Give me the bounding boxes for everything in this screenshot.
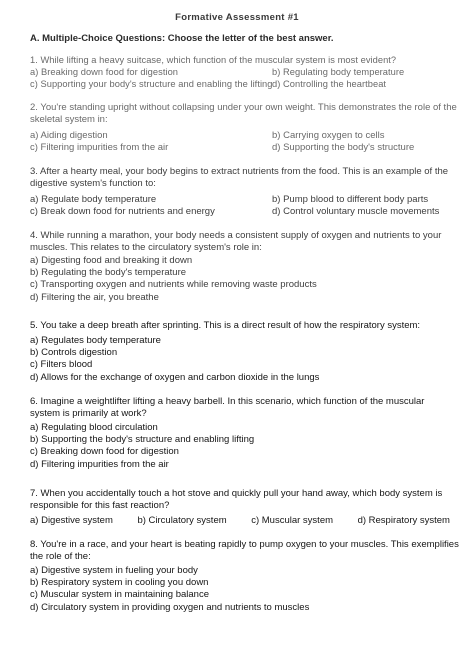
- question-stem-cont: muscles. This relates to the circulatory system's role in:: [30, 242, 262, 253]
- question-stem: 4. While running a marathon, your body needs a consistent supply of oxygen and nutrients to your: [30, 230, 442, 241]
- page-title: Formative Assessment #1: [175, 12, 299, 23]
- option-c[interactable]: c) Filtering impurities from the air: [30, 142, 169, 154]
- answer-options: [30, 515, 450, 527]
- option-b[interactable]: b) Regulating the body's temperature: [30, 267, 187, 279]
- question-stem-cont: responsible for this fast reaction?: [30, 500, 170, 511]
- option-d[interactable]: d) Filtering impurities from the air: [30, 458, 169, 470]
- option-d[interactable]: d) Filtering the air, you breathe: [30, 291, 159, 303]
- option-c[interactable]: c) Break down food for nutrients and energy: [30, 206, 215, 218]
- option-a[interactable]: a) Digesting food and breaking it down: [30, 255, 193, 266]
- option-a[interactable]: a) Aiding digestion: [30, 130, 108, 141]
- option-a[interactable]: a) Regulate body temperature: [30, 194, 157, 205]
- option-c[interactable]: c) Supporting your body's structure and enabling the lifting: [30, 79, 273, 90]
- option-d[interactable]: d) Control voluntary muscle movements: [272, 206, 440, 218]
- answer-options: [30, 255, 470, 304]
- option-a[interactable]: a) Regulates body temperature: [30, 335, 161, 346]
- section-heading: A. Multiple-Choice Questions: Choose the letter of the best answer.: [30, 33, 334, 44]
- question-stem: 8. You're in a race, and your heart is beating rapidly to pump oxygen to your muscles. This exemplifies: [30, 539, 459, 550]
- answer-options: [30, 335, 470, 384]
- question-stem-cont: skeletal system in:: [30, 114, 108, 125]
- question-8: [30, 539, 470, 614]
- question-stem: 5. You take a deep breath after sprinting. This is a direct result of how the respiratory system:: [30, 320, 421, 331]
- question-stem: 3. After a hearty meal, your body begins to extract nutrients from the food. This is an example of the: [30, 166, 449, 177]
- option-b[interactable]: b) Respiratory system in cooling you down: [30, 577, 209, 589]
- question-stem: 1. While lifting a heavy suitcase, which function of the muscular system is most evident?: [30, 55, 397, 65]
- option-b[interactable]: b) Supporting the body's structure and enabling lifting: [30, 434, 255, 446]
- option-d[interactable]: d) Allows for the exchange of oxygen and carbon dioxide in the lungs: [30, 371, 320, 383]
- option-b[interactable]: b) Circulatory system: [137, 515, 227, 526]
- question-7: [30, 488, 470, 527]
- option-b[interactable]: b) Pump blood to different body parts: [272, 194, 429, 205]
- question-stem-cont: system is primarily at work?: [30, 408, 147, 419]
- option-b[interactable]: b) Regulating body temperature: [272, 67, 405, 77]
- option-c[interactable]: c) Muscular system: [251, 515, 334, 526]
- question-stem-cont: the role of the:: [30, 551, 91, 562]
- question-3: [30, 166, 470, 218]
- option-b[interactable]: b) Carrying oxygen to cells: [272, 130, 385, 141]
- option-a[interactable]: a) Digestive system in fueling your body: [30, 565, 198, 576]
- answer-options: [30, 66, 470, 90]
- question-stem: 2. You're standing upright without collapsing under your own weight. This demonstrates the role of the: [30, 102, 457, 113]
- question-1: [30, 54, 470, 90]
- answer-options: [30, 565, 470, 614]
- option-c[interactable]: c) Filters blood: [30, 359, 93, 371]
- option-a[interactable]: a) Digestive system: [30, 515, 113, 526]
- question-5: [30, 320, 470, 384]
- question-6: [30, 396, 470, 471]
- option-a[interactable]: a) Breaking down food for digestion: [30, 67, 179, 77]
- question-stem: 7. When you accidentally touch a hot stove and quickly pull your hand away, which body system is: [30, 488, 443, 499]
- option-c[interactable]: c) Muscular system in maintaining balance: [30, 589, 209, 601]
- option-d[interactable]: d) Supporting the body's structure: [272, 142, 415, 154]
- question-4: [30, 230, 470, 304]
- option-d[interactable]: d) Respiratory system: [357, 515, 450, 526]
- option-d[interactable]: d) Controlling the heartbeat: [272, 79, 387, 90]
- question-stem: 6. Imagine a weightlifter lifting a heavy barbell. In this scenario, which function of the muscular: [30, 396, 425, 407]
- option-c[interactable]: c) Breaking down food for digestion: [30, 446, 179, 458]
- option-a[interactable]: a) Regulating blood circulation: [30, 422, 158, 433]
- question-2: [30, 102, 470, 154]
- answer-options: [30, 422, 470, 471]
- answer-options: [30, 194, 470, 218]
- option-d[interactable]: d) Circulatory system in providing oxygen and nutrients to muscles: [30, 601, 310, 613]
- answer-options: [30, 130, 470, 154]
- question-stem-cont: digestive system's function to:: [30, 178, 156, 189]
- option-b[interactable]: b) Controls digestion: [30, 347, 118, 359]
- option-c[interactable]: c) Transporting oxygen and nutrients while removing waste products: [30, 279, 317, 291]
